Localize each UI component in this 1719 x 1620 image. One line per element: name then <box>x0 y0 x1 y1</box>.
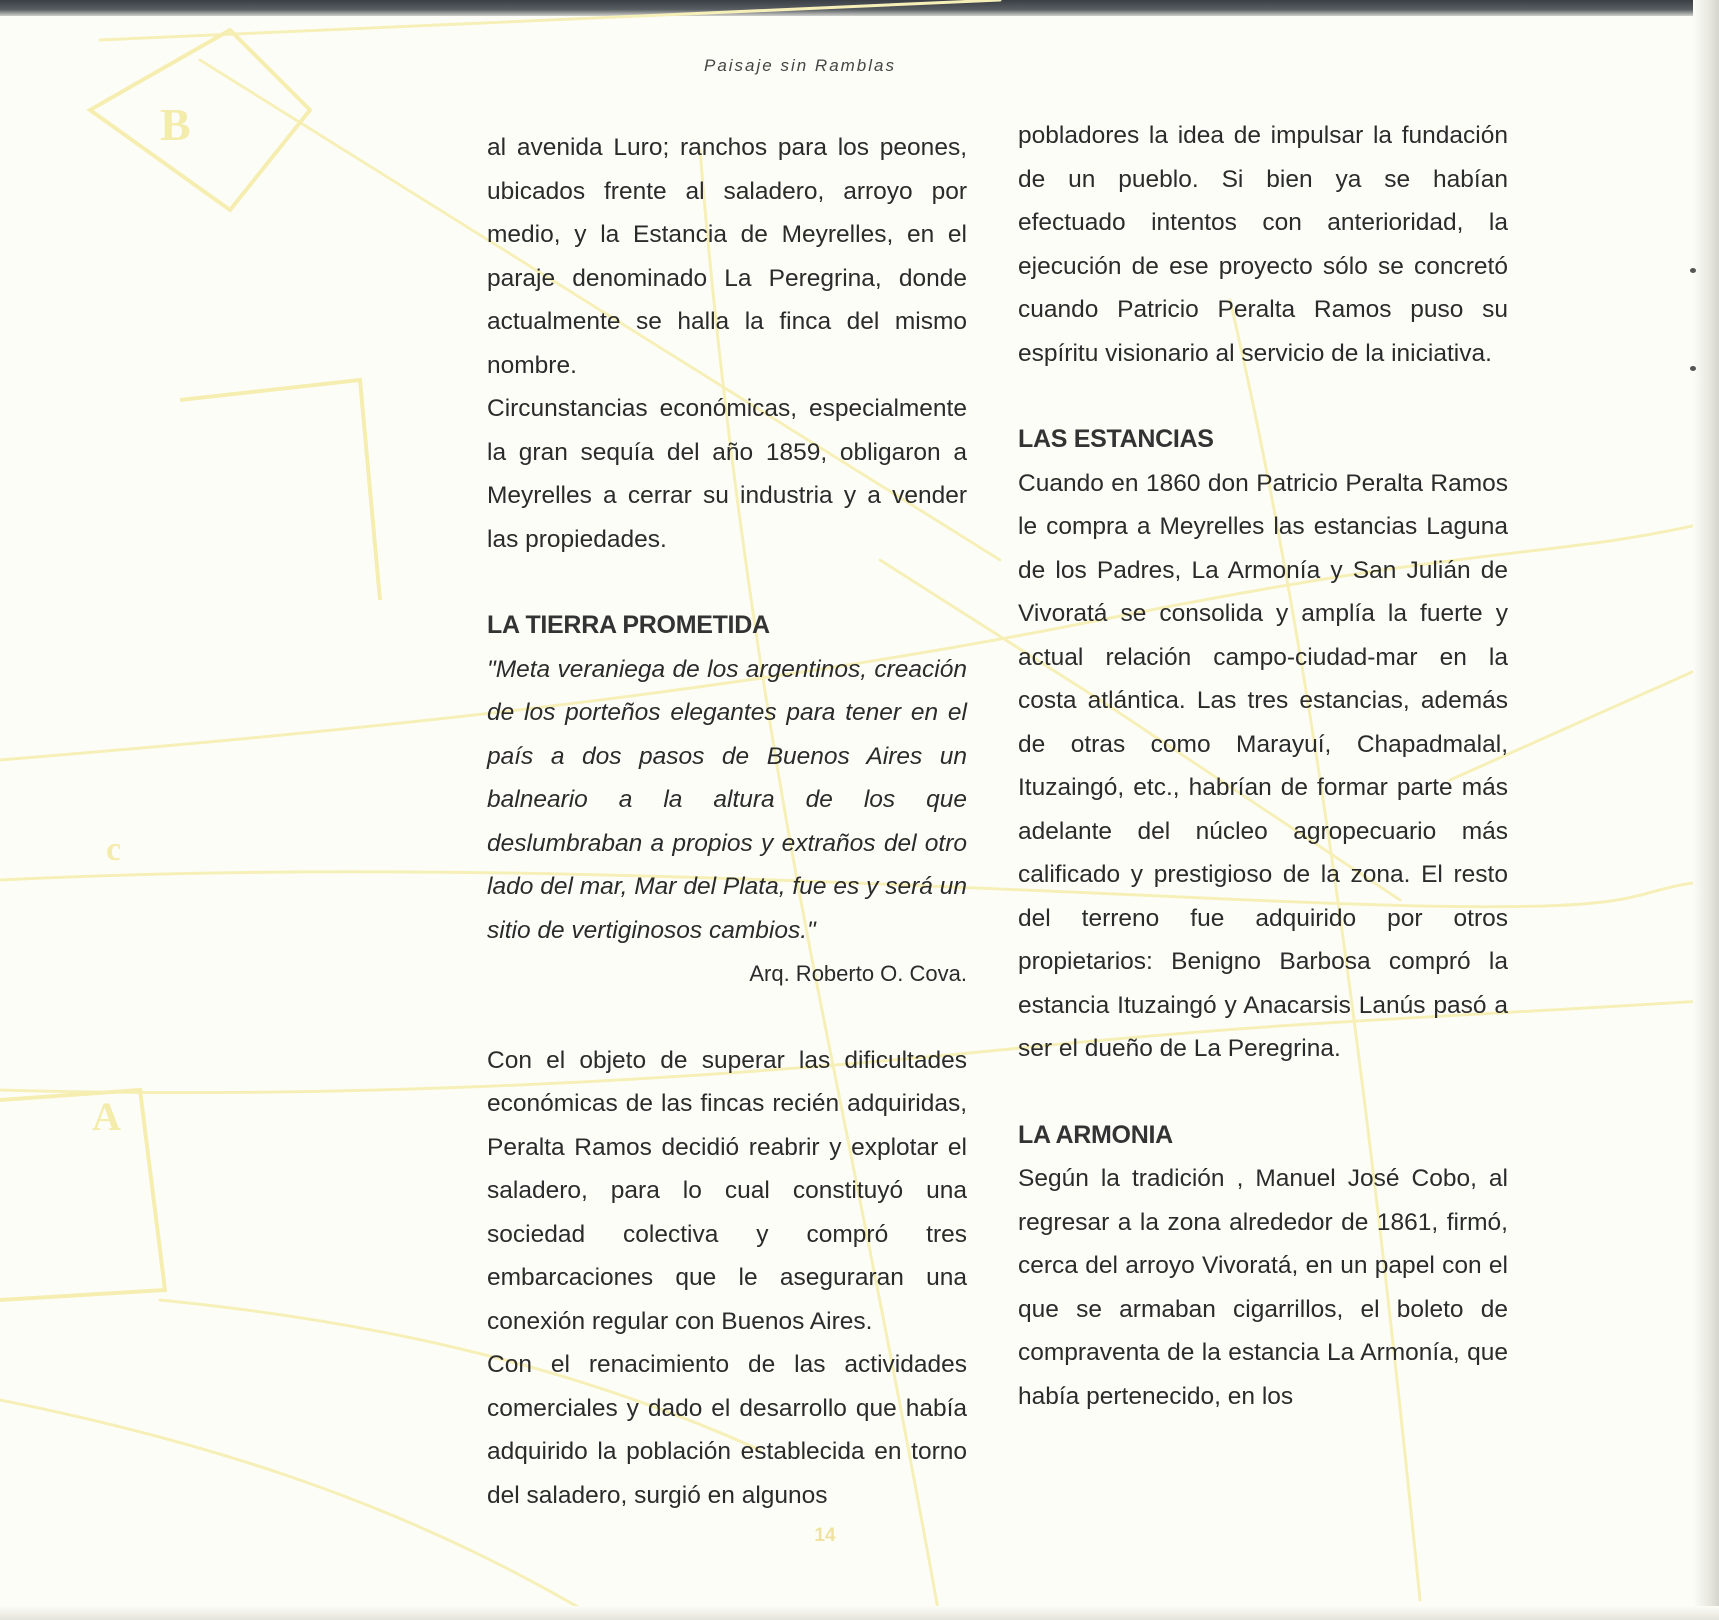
section-heading-la-armonia: LA ARMONIA <box>1018 1120 1173 1149</box>
page-right-edge <box>1693 0 1719 1620</box>
paragraph: Con el renacimiento de las actividades comerciales y dado el desarrollo que había adquirido la población establecida en torno del saladero, surgió en algunos <box>487 1351 967 1509</box>
paragraph: Cuando en 1860 don Patricio Peralta Ramos le compra a Meyrelles las estancias Laguna de los Padres, La Armonía y San Julián de Vivoratá se consolida y amplía la fuerte y actual relación campo-ciudad-mar en la costa atlántica. Las tres estancias, además de otras como Marayuí, Chapadmalal, Ituzaingó, etc., habrían de formar parte más adelante del núcleo agropecuario más calificado y prestigioso de la zona. El resto del terreno fue adquirido por otros propietarios: Benigno Barbosa compró la estancia Ituzaingó y Anacarsis Lanús pasó a ser el dueño de La Peregrina. <box>1018 469 1508 1062</box>
paragraph: Circunstancias económicas, especialmente la gran sequía del año 1859, obligaron a Meyrelles a cerrar su industria y a vender las propiedades. <box>487 395 967 553</box>
section-heading-las-estancias: LAS ESTANCIAS <box>1018 425 1214 453</box>
page-bottom-edge <box>0 1606 1719 1620</box>
map-letter-c: c <box>106 831 122 868</box>
paragraph: Según la tradición , Manuel José Cobo, al regresar a la zona alrededor de 1861, firmó, cerca del arroyo Vivoratá, en un papel con el que se armaban cigarrillos, el boleto de compraventa de la estancia La Armonía, que había pertenecido, en los <box>1018 1165 1508 1410</box>
running-head: Paisaje sin Ramblas <box>703 56 896 75</box>
map-letter-a: A <box>92 1094 121 1139</box>
quote: "Meta veraniega de los argentinos, creación de los porteños elegantes para tener en el país a dos pasos de Buenos Aires un balneario a la altura de los que deslumbraban a propios y extraños del otro lado del mar, Mar del Plata, fue es y será un sitio de vertiginosos cambios." <box>487 655 967 944</box>
paragraph: pobladores la idea de impulsar la fundación de un pueblo. Si bien ya se habían efectuado intentos con anterioridad, la ejecución de ese proyecto sólo se concretó cuando Patricio Peralta Ramos puso su espíritu visionario al servicio de la iniciativa. <box>1018 122 1508 367</box>
quote-attribution: Arq. Roberto O. Cova. <box>749 961 967 986</box>
binding-mark <box>1690 366 1696 371</box>
section-heading-la-tierra-prometida: LA TIERRA PROMETIDA <box>487 611 770 639</box>
left-column <box>487 126 967 1517</box>
binding-mark <box>1690 268 1696 273</box>
paragraph: Con el objeto de superar las dificultades económicas de las fincas recién adquiridas, Peralta Ramos decidió reabrir y explotar el saladero, para lo cual constituyó una sociedad colectiva y compró tres embarcaciones que le aseguraran una conexión regular con Buenos Aires. <box>487 1046 967 1335</box>
page-number: 14 <box>814 1525 836 1546</box>
paragraph: al avenida Luro; ranchos para los peones, ubicados frente al saladero, arroyo por medio, y la Estancia de Meyrelles, en el paraje denominado La Peregrina, donde actualmente se halla la finca del mismo nombre. <box>487 134 967 379</box>
right-column <box>1018 114 1508 1418</box>
map-letter-b: B <box>160 99 191 150</box>
